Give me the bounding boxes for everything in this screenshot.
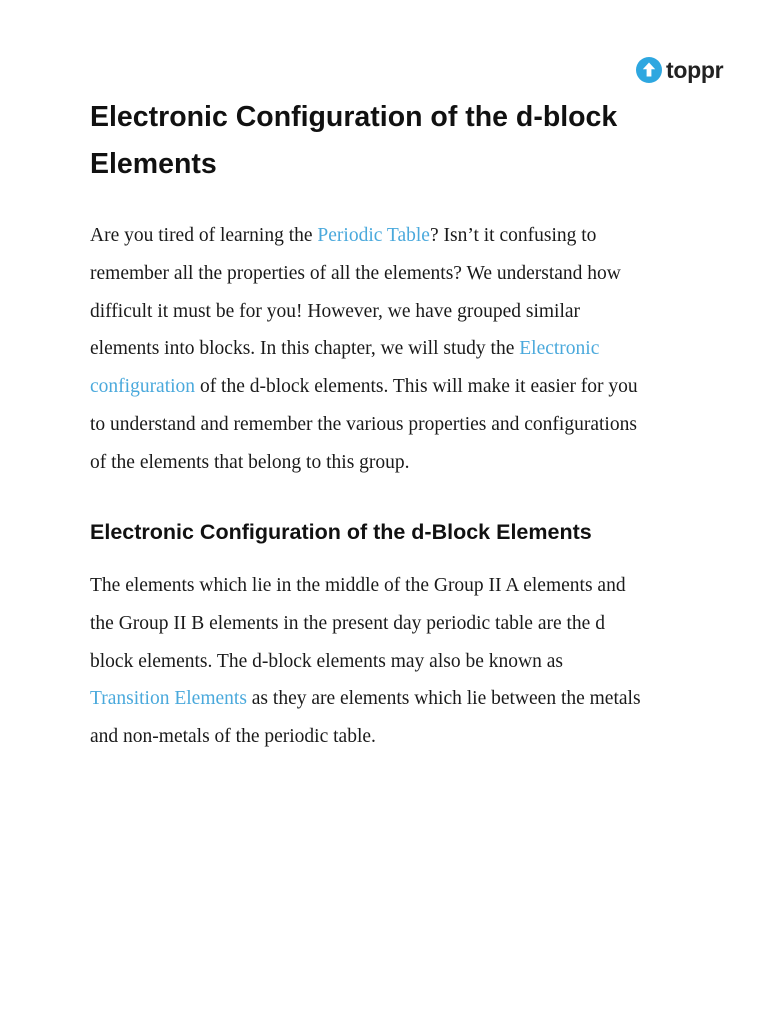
text-line: of the elements that belong to this group. (90, 451, 410, 473)
text-line: to understand and remember the various properties and configurations (90, 413, 637, 435)
electronic-configuration-link[interactable]: Electronic (519, 338, 600, 360)
logo-wordmark: toppr (666, 57, 724, 83)
text-line (90, 330, 638, 368)
section-heading: Electronic Configuration of the d-Block Elements (90, 520, 592, 544)
text-run: of the d-block elements. This will make it easier for you (195, 376, 638, 398)
page-title: Electronic Configuration of the d-block Elements (90, 101, 618, 180)
text-line: The elements which lie in the middle of the Group II A elements and (90, 575, 626, 596)
electronic-configuration-link-cont[interactable]: configuration (90, 376, 196, 398)
text-run: ? Isn’t it confusing to (429, 225, 597, 246)
toppr-logo (636, 56, 723, 84)
intro-paragraph (90, 217, 638, 482)
section-paragraph (90, 567, 641, 756)
text-line (90, 368, 638, 406)
text-line (90, 217, 638, 255)
text-line (90, 680, 641, 718)
text-run: Are you tired of learning the (90, 225, 318, 246)
text-line: block elements. The d-block elements may also be known as (90, 650, 563, 672)
upload-arrow-icon (636, 57, 662, 83)
text-run: elements into blocks. In this chapter, we will study the (90, 338, 520, 360)
text-line: and non-metals of the periodic table. (90, 726, 376, 748)
text-run: as they are elements which lie between the metals (246, 688, 641, 710)
text-line: difficult it must be for you! However, we have grouped similar (90, 300, 581, 322)
transition-elements-link[interactable]: Transition Elements (90, 688, 247, 710)
periodic-table-link[interactable]: Periodic Table (317, 225, 430, 246)
text-line: remember all the properties of all the elements? We understand how (90, 262, 621, 284)
text-line: the Group II B elements in the present day periodic table are the d (90, 612, 605, 634)
